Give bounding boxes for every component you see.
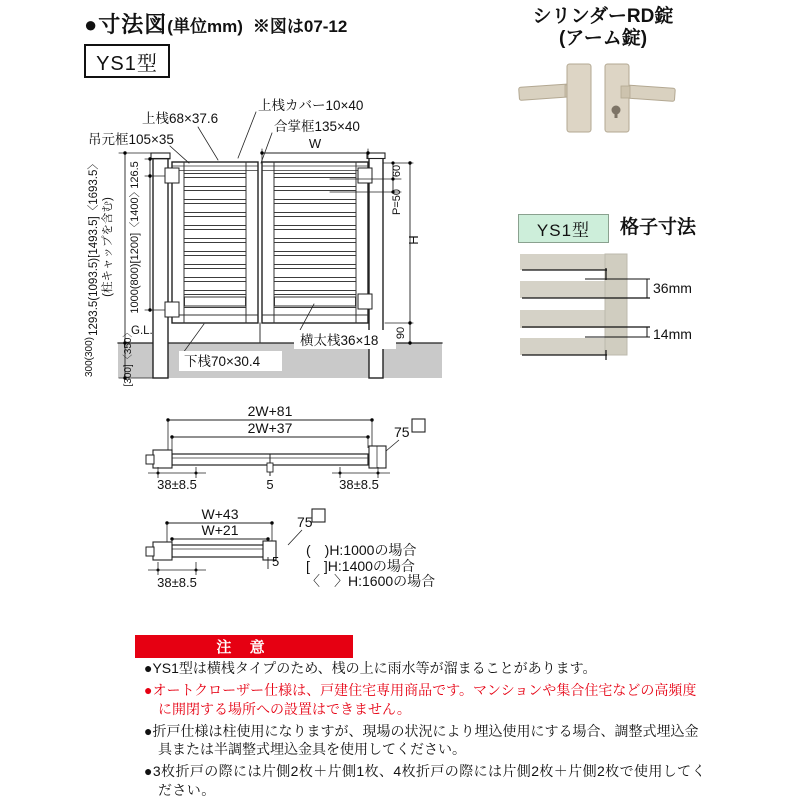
left-post-plan2: [153, 542, 172, 560]
left-lock-plate: [567, 64, 591, 132]
label-post-75: 75: [394, 424, 410, 440]
page-header: [84, 8, 347, 39]
model-badge: YS1型: [84, 44, 170, 78]
lock-title: シリンダーRD錠: [532, 6, 674, 27]
label-dim-38-left: 38±8.5: [157, 477, 197, 492]
case-h1400: [ ]H:1400の場合: [306, 557, 415, 574]
caution-item: ●折戸仕様は柱使用になりますが、現場の状況により埋込使用にする場合、調整式埋込金具または半調整式埋込金具を使用してください。: [144, 722, 699, 757]
lock-handles-illustration: [519, 64, 676, 132]
left-post: [153, 158, 168, 378]
lattice-section-title: 格子寸法: [620, 217, 697, 238]
label-dim-5: 5: [266, 477, 274, 492]
label-dim-w21: W+21: [201, 522, 239, 538]
left-mid-rail: [185, 297, 246, 306]
caution-item: ●YS1型は横桟タイプのため、桟の上に雨水等が溜まることがあります。: [144, 660, 597, 676]
gate-leaf-plan: [172, 545, 268, 557]
label-embed-inner: [300]〈350〉: [123, 327, 134, 387]
label-dim-height: H: [406, 235, 421, 245]
page-title-unit: (単位mm): [167, 17, 243, 36]
elevation-drawing: [84, 97, 442, 386]
right-mid-rail: [275, 297, 356, 306]
label-hinge-pitch: 1000(800)[1200]〈1400〉: [129, 186, 141, 314]
label-dim-gap-5: 5: [272, 554, 280, 569]
page-title-note: ※図は07-12: [252, 17, 348, 36]
plan-view-double: [146, 403, 425, 492]
label-ground-line: G.L.: [131, 325, 153, 337]
label-dim-2w81: 2W+81: [247, 403, 293, 419]
label-width: W: [308, 136, 322, 151]
caution-notes: [144, 659, 708, 802]
label-dim-38-right: 38±8.5: [339, 477, 379, 492]
left-lever-handle: [519, 84, 572, 101]
right-lever-handle: [623, 85, 676, 102]
hinge-bottom-left: [165, 302, 179, 317]
caution-item-emphasis: ●オートクローザー仕様は、戸建住宅専用商品です。マンションや集合住宅などの高頻度に開閉する場所への設置はできません。: [144, 682, 697, 717]
case-h1000: ( )H:1000の場合: [306, 542, 417, 558]
right-panel-louvers: [275, 172, 356, 314]
label-dim-60: 60: [391, 164, 403, 178]
label-meeting-stile: 合掌框135×40: [274, 119, 360, 134]
plan-view-single: [146, 506, 325, 590]
label-total-height: 1293.5(1093.5)[1493.5]〈1693.5〉: [88, 158, 100, 336]
label-dim-pitch: P=50: [391, 189, 403, 215]
lock-subtitle: (アーム錠): [558, 28, 648, 49]
case-h1600: 〈 〉H:1600の場合: [306, 573, 436, 589]
label-dim-w43: W+43: [201, 506, 239, 522]
label-embed-outer: 300(300): [84, 336, 95, 378]
label-bottom-rail: 下桟70×30.4: [184, 354, 261, 369]
label-dim-90: 90: [395, 326, 407, 340]
square-post-symbol-2: [312, 509, 325, 522]
lattice-model-badge: YS1型: [518, 214, 609, 243]
lattice-diagram: [520, 254, 692, 360]
left-panel-louvers: [185, 172, 246, 314]
label-top-rail: 上桟68×37.6: [142, 111, 219, 126]
hinge-top-left: [165, 168, 179, 183]
caution-banner: 注 意: [135, 635, 353, 658]
square-post-symbol: [412, 419, 425, 432]
hinge-top-right: [358, 168, 372, 183]
label-hanging-stile: 吊元框105×35: [88, 132, 174, 147]
lattice-vertical-bar: [605, 254, 627, 355]
label-dim-38-left2: 38±8.5: [157, 575, 197, 590]
hinge-bottom-right: [358, 294, 372, 309]
label-slat-height: 36mm: [653, 280, 692, 296]
caution-item: ●3枚折戸の際には片側2枚＋片側1枚、4枚折戸の際には片側2枚＋片側2枚で使用してください。: [144, 763, 706, 798]
label-dim-2w37: 2W+37: [247, 420, 293, 436]
label-dim-top: 126.5: [129, 161, 141, 189]
page-title: ●寸法図: [84, 12, 168, 37]
label-slat-gap: 14mm: [653, 326, 692, 342]
label-mid-rail: 横太桟36×18: [300, 333, 379, 348]
label-post-75-2: 75: [297, 514, 313, 530]
height-case-notes: [306, 543, 435, 590]
lock-section: [498, 6, 708, 50]
left-post-plan: [153, 450, 172, 468]
label-top-rail-cover: 上桟カバー10×40: [258, 98, 364, 113]
label-total-height-note: (柱キャップを含む): [102, 197, 114, 297]
right-post-plan: [369, 446, 386, 468]
